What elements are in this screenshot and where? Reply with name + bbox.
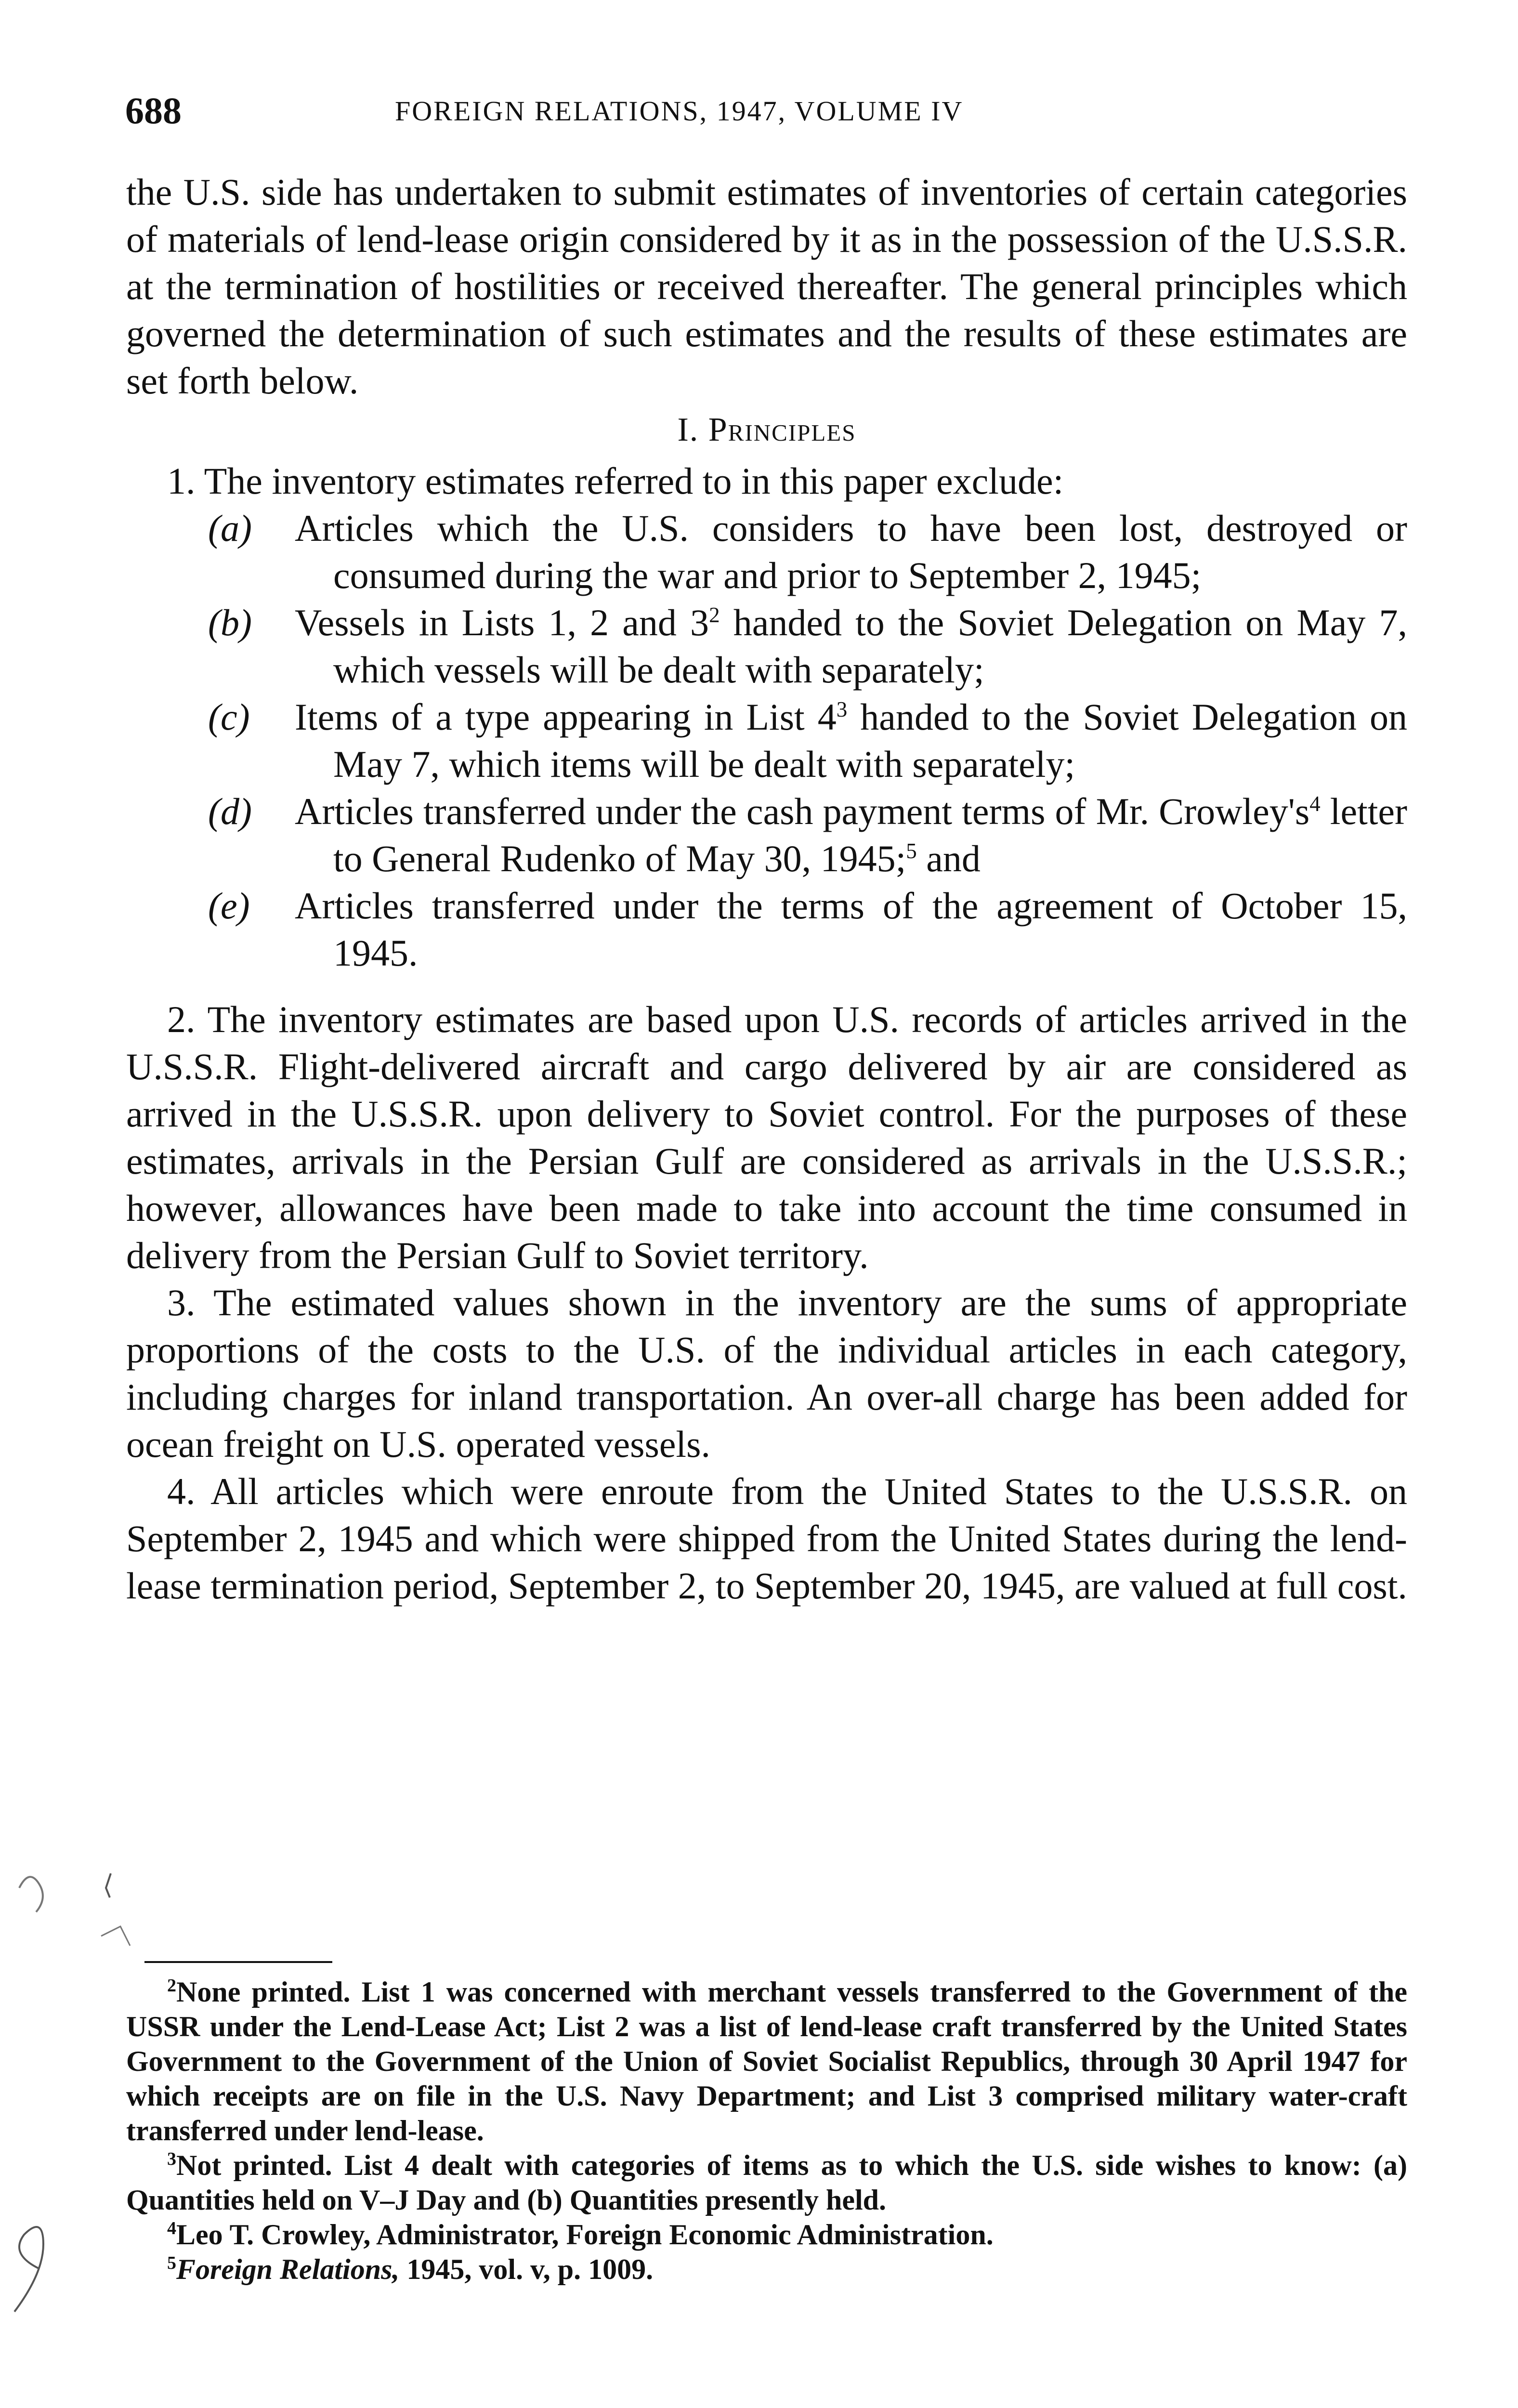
- list-mark: (e): [208, 885, 250, 927]
- list-item-text-cont: letter to General Rudenko of May 30, 1945;: [333, 790, 1407, 879]
- section-heading: I. Principles: [677, 411, 856, 448]
- pencil-mark: [106, 1873, 111, 1898]
- footnote-number: 4: [167, 2218, 176, 2238]
- list-item-text-end: and: [916, 838, 981, 879]
- paragraph-4: 4. All articles which were enroute from the United States to the U.S.S.R. on September 2, 1945 and which were shipped from the United States during the lend-lease termination period, September 2, to September 20, 1945, are valued at full cost.: [126, 1470, 1407, 1607]
- footnote-number: 5: [167, 2253, 176, 2273]
- pencil-mark: [19, 1877, 43, 1912]
- list-item-text-cont: handed to the Soviet Delegation on May 7, which items will be dealt with separately;: [333, 696, 1408, 785]
- list-item-text: Vessels in Lists 1, 2 and 3: [295, 602, 709, 643]
- pencil-mark: [101, 1926, 130, 1946]
- footnote-number: 3: [167, 2149, 176, 2169]
- footnote-text: None printed. List 1 was concerned with merchant vessels transferred to the Government of the USSR under the Lend-Lease Act; List 2 was a list of lend-lease craft transferred by the United States Government to the Government of the Union of Soviet Socialist Republics, through 30 April 1947 for which receipts are on file in the U.S. Navy Department; and List 3 comprised military water-craft transferred under lend-lease.: [126, 1976, 1407, 2146]
- footnote-ref: 2: [709, 603, 720, 627]
- list-mark: (c): [208, 696, 250, 738]
- list-item-text: Articles transferred under the terms of the agreement of October 15, 1945.: [295, 885, 1407, 974]
- page-number: 688: [125, 90, 182, 131]
- footnote-text: Leo T. Crowley, Administrator, Foreign Economic Administration.: [176, 2219, 994, 2251]
- footnote-number: 2: [167, 1976, 176, 1996]
- footnote-italic-title: Foreign Relations,: [176, 2253, 400, 2285]
- list-mark: (a): [208, 507, 252, 549]
- list-item-text: Articles which the U.S. considers to have been lost, destroyed or consumed during the war and prior to September 2, 1945;: [295, 507, 1407, 596]
- intro-paragraph: the U.S. side has undertaken to submit estimates of inventories of certain categories of materials of lend-lease origin considered by it as in the possession of the U.S.S.R. at the termination of hostilities or received thereafter. The general principles which governed the determination of such estimates and the results of these estimates are set forth below.: [126, 171, 1407, 402]
- footnote-ref: 4: [1309, 792, 1321, 816]
- footnote-ref: 3: [836, 697, 848, 721]
- paragraph-1-lead: 1. The inventory estimates referred to in this paper exclude:: [167, 460, 1064, 502]
- list-mark: (b): [208, 602, 252, 643]
- paragraph-3: 3. The estimated values shown in the inventory are the sums of appropriate proportions of the costs to the U.S. of the individual articles in each category, including charges for inland transportation. An over-all charge has been added for ocean freight on U.S. operated vessels.: [126, 1282, 1407, 1465]
- pencil-mark: [14, 2227, 43, 2312]
- footnote-text: 1945, vol. v, p. 1009.: [399, 2253, 654, 2285]
- footnote-text: Not printed. List 4 dealt with categories of items as to which the U.S. side wishes to know: (a) Quantities held on V–J Day and (b) Quantities presently held.: [126, 2149, 1407, 2216]
- list-item-text: Items of a type appearing in List 4: [295, 696, 837, 738]
- list-item-text: Articles transferred under the cash payment terms of Mr. Crowley's: [295, 790, 1310, 832]
- running-head: FOREIGN RELATIONS, 1947, VOLUME IV: [395, 95, 964, 127]
- paragraph-2: 2. The inventory estimates are based upon U.S. records of articles arrived in the U.S.S.R. Flight-delivered aircraft and cargo delivered by air are considered as arrived in the U.S.S.R. upon delivery to Soviet control. For the purposes of these estimates, arrivals in the Persian Gulf are considered as arrivals in the U.S.S.R.; however, allowances have been made to take into account the time consumed in delivery from the Persian Gulf to Soviet territory.: [126, 998, 1407, 1276]
- list-item-text-cont: handed to the Soviet Delegation on May 7, which vessels will be dealt with separately;: [333, 602, 1407, 691]
- list-mark: (d): [208, 790, 252, 832]
- footnote-ref: 5: [906, 839, 917, 863]
